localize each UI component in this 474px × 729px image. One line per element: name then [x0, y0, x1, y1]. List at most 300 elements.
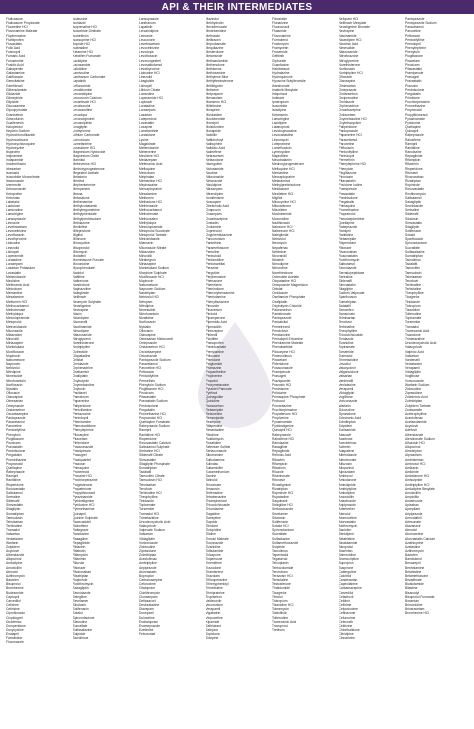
- api-list-item: Cetirizine: [6, 607, 20, 612]
- api-list-item: Theophylline: [405, 291, 424, 296]
- api-list-item: Octreotide Acetate: [272, 274, 300, 279]
- api-list-item: Nevirapine: [338, 29, 355, 34]
- api-list-item: Tranexamic Acid: [272, 619, 297, 624]
- api-list-item: Repaglinide: [405, 154, 423, 159]
- api-list-item: Prazosin HCl: [272, 382, 292, 387]
- api-list-item: Ceftriaxone: [338, 611, 356, 616]
- api-list-item: Levofloxacin: [6, 233, 25, 238]
- api-list-item: Tapentadol: [272, 553, 289, 558]
- api-list-item: Pioglitazone: [6, 436, 24, 441]
- api-list-item: Acyclovir: [6, 549, 20, 553]
- api-list-item: Ondansetron: [6, 407, 26, 412]
- api-list-item: Pravastatin: [405, 79, 422, 84]
- api-list-item: Zaleplon: [205, 627, 219, 632]
- api-list-item: Paclitaxel: [72, 391, 87, 396]
- api-list-item: Tamoxifen: [405, 266, 421, 271]
- api-list-item: Moclobemide: [272, 212, 292, 217]
- api-list-item: Pitavastatin: [405, 66, 423, 71]
- api-list-item: Piroxicam: [338, 174, 353, 179]
- api-list-item: Carbamazepine: [338, 586, 362, 591]
- api-list-item: Lorazepam: [6, 262, 23, 267]
- api-list-item: Rebamipide: [205, 407, 224, 412]
- api-list-item: Palonosetron: [272, 307, 292, 312]
- api-list-item: Methylene Blue: [205, 75, 229, 80]
- api-list-item: Terbutaline: [405, 287, 422, 292]
- api-list-item: Naftidrofuryl: [205, 137, 224, 142]
- api-list-item: Nebracetam: [205, 154, 224, 159]
- api-list-item: Phenelzine: [205, 283, 222, 287]
- api-list-item: Terbinafine: [338, 324, 355, 329]
- api-list-item: Rabeprazole: [405, 133, 424, 138]
- api-list-item: Pindolol: [205, 312, 218, 317]
- api-list-item: Tizanidine: [338, 341, 354, 346]
- api-list-item: Phenylephrine: [72, 428, 94, 433]
- api-list-item: Deflazacort: [139, 598, 156, 603]
- api-list-item: Neostigmine: [72, 303, 91, 308]
- api-list-item: Isoleucine: [72, 17, 88, 21]
- api-list-item: Letrozole: [6, 220, 20, 225]
- api-list-item: Pantethine: [205, 241, 222, 246]
- api-list-item: Trazodone: [205, 565, 222, 570]
- api-list-item: Hydroxychloroquine: [6, 141, 36, 146]
- api-list-item: Propiverine: [205, 374, 223, 379]
- api-list-item: Torsemide: [405, 320, 421, 325]
- api-list-item: Clarithromycin: [139, 590, 161, 595]
- api-list-item: Spironolactone: [272, 528, 294, 533]
- api-list-item: Orlistat: [272, 287, 283, 292]
- api-list-item: Sevelamer: [272, 511, 288, 516]
- api-list-item: Ropinirole: [405, 183, 420, 188]
- api-list-item: Mirtazapine: [139, 262, 157, 267]
- api-list-item: Frusemide: [272, 50, 288, 55]
- api-list-item: Ticlopidine: [205, 528, 222, 533]
- api-list-item: Bromhexine: [6, 586, 24, 591]
- api-list-item: Tacrolimus: [72, 636, 89, 641]
- api-list-item: Phenylephrine: [405, 46, 427, 51]
- api-list-item: Valproic Acid: [405, 349, 424, 354]
- api-list-item: Zafirlukast: [205, 623, 221, 628]
- api-list-item: Terbinafine: [6, 524, 23, 529]
- api-list-item: Prasugrel: [272, 374, 287, 379]
- api-list-item: Salbutamol: [6, 490, 23, 495]
- api-list-item: Levonorgestrel: [72, 116, 95, 121]
- api-list-item: Orlistat: [72, 357, 83, 362]
- api-list-item: Diclofenac: [6, 619, 22, 624]
- api-list-item: Bromhexine HCl: [405, 611, 430, 616]
- api-list-item: Tianeptine: [205, 515, 221, 520]
- api-list-item: Alprazolam: [405, 453, 422, 458]
- api-column-2: [73, 17, 136, 725]
- api-list-item: Piroxicam: [405, 62, 420, 67]
- api-list-item: Saxagliptin: [405, 199, 422, 204]
- api-list-item: Propiverine: [272, 416, 289, 420]
- api-list-item: Oxiconazole: [139, 353, 158, 358]
- api-list-item: Fusidic Acid: [6, 62, 24, 67]
- api-list-item: Reserpine: [205, 420, 221, 425]
- api-list-item: Octreotide: [72, 349, 88, 354]
- api-list-item: Phenobarbital: [272, 345, 293, 350]
- api-list-item: Olanzapine: [139, 332, 156, 337]
- api-list-item: Lapatinib: [72, 79, 86, 84]
- api-list-item: Oseltamivir: [72, 370, 89, 375]
- api-list-item: Nicergoline: [205, 162, 222, 167]
- api-list-item: Moxonidine: [272, 216, 289, 221]
- api-list-item: Leflunomide: [72, 83, 91, 88]
- api-list-item: Sulpiride: [72, 632, 86, 637]
- api-list-item: Lurasidone HCl: [72, 145, 96, 150]
- api-list-item: Raloxifene HCl: [272, 436, 294, 441]
- api-list-item: Mephentermine: [72, 183, 96, 188]
- api-list-item: Anastrozole: [405, 499, 423, 504]
- api-list-item: Primaquine Phosphate: [272, 395, 306, 400]
- api-list-item: Brivaracetam: [405, 607, 425, 612]
- api-list-item: Reboxetine: [205, 411, 223, 416]
- api-list-item: Carvedilol: [338, 590, 354, 595]
- api-list-item: Nitrendipine: [205, 191, 224, 196]
- api-list-item: Papaverine: [72, 399, 90, 404]
- api-list-item: Levobupivacaine: [272, 129, 297, 134]
- api-list-item: Paroxetine: [6, 424, 22, 429]
- api-list-item: Propylthiouracil: [72, 490, 96, 495]
- api-list-item: Orphenadrine: [72, 366, 93, 371]
- api-list-item: Glipizide: [6, 100, 19, 105]
- api-list-item: Atenolol: [405, 528, 417, 533]
- api-list-item: Ketotifen Fumarate: [72, 54, 101, 59]
- api-list-item: Midazolam: [6, 332, 22, 337]
- api-list-item: Menthol: [72, 179, 85, 184]
- api-list-item: Naphazoline: [72, 287, 91, 292]
- api-list-item: Prilocaine: [205, 353, 220, 358]
- api-list-item: Sparfloxacin: [405, 237, 424, 242]
- api-list-item: Phenobarbitone: [72, 424, 96, 429]
- api-list-item: Sucralfate: [405, 245, 420, 250]
- api-list-item: Amikacin: [405, 465, 419, 470]
- api-list-item: Nitroxoline: [272, 266, 288, 271]
- api-list-item: Nabumetone: [6, 357, 25, 362]
- api-list-item: Imiquimod: [272, 91, 288, 96]
- api-list-item: Sertaconazole: [272, 507, 294, 512]
- api-list-item: Nizatidine: [139, 316, 154, 321]
- api-list-item: Mycophenolate: [72, 266, 95, 271]
- api-list-item: Gefitinib: [272, 54, 285, 59]
- api-list-item: Lovastatin: [139, 120, 155, 125]
- api-list-item: Tizanidine: [405, 307, 420, 312]
- api-list-item: Atazanavir: [405, 524, 421, 529]
- api-list-item: Pregabalin: [139, 407, 155, 412]
- api-list-item: Mefloquine HCl: [272, 166, 295, 171]
- api-list-item: Levetiracetam: [139, 41, 160, 46]
- api-list-item: Pentoxifylline: [405, 37, 425, 42]
- api-list-item: Permethrin: [338, 158, 355, 163]
- api-list-item: Levodopa: [139, 50, 154, 55]
- api-list-item: Levothyroxine: [139, 66, 160, 71]
- api-list-item: Hyoscine Butylbromide: [272, 79, 306, 84]
- api-list-item: Fumaric Acid: [6, 54, 26, 59]
- api-list-item: Valsartan: [338, 374, 353, 379]
- api-list-item: Talinolol: [205, 478, 218, 483]
- api-list-item: Nadolol: [72, 270, 84, 275]
- api-list-item: Tadalafil: [139, 470, 152, 475]
- api-list-item: Methazolamide: [205, 58, 228, 63]
- api-list-item: Ramosetron: [205, 403, 224, 408]
- api-list-item: Rivaroxaban: [338, 249, 358, 254]
- api-list-item: Medroxyprogesterone: [72, 166, 105, 171]
- api-list-item: Fosinopril: [6, 50, 21, 55]
- api-list-item: Moexipril: [205, 120, 219, 125]
- api-list-item: Sitagliptin: [6, 507, 21, 512]
- api-list-item: Atenolol: [6, 569, 18, 574]
- api-list-item: Noscapine: [205, 199, 222, 204]
- api-list-item: Ramipril: [405, 141, 418, 146]
- api-list-item: Itraconazole: [6, 179, 24, 184]
- api-list-item: Benfotiamine: [405, 565, 425, 570]
- api-list-item: Norethindrone: [272, 270, 293, 275]
- api-list-item: Lidocaine HCl: [139, 71, 160, 76]
- api-list-item: Losartan Potassium: [6, 266, 36, 271]
- api-list-item: Nystatin: [139, 324, 151, 329]
- api-list-item: Mepivacaine: [139, 183, 158, 188]
- api-list-item: Propafenone HCl: [272, 411, 298, 416]
- api-list-item: Isosorbide: [272, 104, 288, 109]
- api-list-item: Nicotinamide: [72, 324, 92, 329]
- api-list-item: Tizanidine: [205, 544, 221, 549]
- api-list-item: Pyrantel Pamoate: [205, 386, 232, 391]
- api-list-item: Vildagliptin: [405, 370, 421, 375]
- api-list-item: Norfloxacin: [139, 320, 156, 325]
- api-list-item: Tranexamic Acid: [405, 328, 430, 333]
- api-list-item: Ursodiol: [338, 361, 351, 366]
- api-list-item: Remoxipride: [205, 416, 225, 420]
- api-list-item: Triazolam: [205, 573, 220, 578]
- api-list-item: Neostigmine Bromide: [338, 25, 371, 30]
- api-list-item: Meropenem: [72, 187, 91, 192]
- api-list-item: Propranolol: [338, 212, 356, 217]
- api-list-item: Primidone: [205, 357, 221, 362]
- api-list-item: Pioglitazone: [338, 170, 357, 175]
- api-list-item: Metaxalone: [72, 195, 90, 200]
- api-list-item: Permethrin: [139, 378, 156, 383]
- api-list-item: Memantine HCl: [139, 179, 162, 184]
- api-list-item: Sulbutiamine: [205, 457, 225, 462]
- api-list-item: Warfarin: [338, 403, 351, 408]
- api-list-item: Naloxone HCl: [272, 224, 293, 229]
- api-list-item: Perphenazine: [205, 274, 226, 279]
- api-list-item: Amitriptyline: [139, 561, 157, 566]
- api-list-item: Rifaximin: [272, 465, 286, 470]
- api-list-item: Lincomycin: [272, 137, 289, 142]
- api-list-item: Trifluoperazine: [205, 578, 228, 583]
- api-list-item: Primaquine: [72, 465, 90, 470]
- api-list-item: Melphalan: [139, 174, 155, 179]
- api-list-item: Mefloquine: [139, 166, 156, 171]
- api-list-item: Tramadol HCl: [139, 511, 160, 516]
- api-list-item: Albendazole: [6, 553, 25, 558]
- api-list-item: Sitagliptin: [405, 224, 420, 229]
- api-list-item: Isosorbide Dinitrate: [72, 29, 101, 34]
- api-list-item: Mizoribine: [272, 208, 288, 213]
- api-list-item: Nateglinide: [72, 291, 89, 296]
- api-list-item: Mupirocin: [139, 278, 154, 283]
- api-list-item: Pefloxacin: [338, 145, 354, 150]
- api-list-item: Methoxamine: [205, 71, 226, 76]
- api-list-item: Nitazoxanide: [338, 50, 358, 55]
- api-list-item: Oxytocin: [72, 386, 86, 391]
- api-list-item: Ketorolac: [6, 195, 20, 200]
- api-list-item: Melitracen: [205, 37, 221, 42]
- api-list-item: Mometasone Furoate: [72, 258, 104, 263]
- api-list-item: Oxymetazoline HCl: [338, 116, 367, 121]
- api-list-item: Sertraline: [6, 494, 21, 499]
- api-list-item: Riluzole: [272, 470, 284, 475]
- api-list-item: Acyclovir: [405, 424, 419, 429]
- api-list-item: Ketoprofen: [6, 191, 23, 196]
- api-list-item: Linagliptin: [72, 125, 88, 130]
- api-list-item: Zolmitriptan: [338, 420, 356, 425]
- api-list-item: Ritonavir: [405, 170, 419, 175]
- api-list-item: Glibenclamide: [6, 87, 27, 92]
- api-list-item: Lomefloxacin: [272, 145, 292, 150]
- api-list-item: Pranoprofen: [205, 341, 224, 346]
- api-list-item: Valacyclovir: [405, 345, 423, 350]
- api-list-item: Olmesartan: [338, 83, 356, 88]
- api-list-item: Oxiracetam: [338, 112, 356, 117]
- api-list-item: Neomycin: [272, 241, 287, 246]
- api-list-item: Loratadine: [6, 258, 22, 263]
- api-list-item: Xipamide: [205, 619, 220, 624]
- api-list-item: Moxifloxacin HCl: [139, 274, 164, 279]
- api-list-item: Haloperidol: [6, 125, 23, 130]
- api-list-item: Norfloxacin: [338, 66, 355, 71]
- api-list-item: Valganciclovir: [338, 370, 359, 375]
- api-list-item: Rosuvastatin: [338, 253, 358, 258]
- api-list-item: Rifaximin: [405, 162, 419, 167]
- api-list-item: Lansoprazole: [6, 216, 26, 221]
- api-list-item: Acebrophylline: [405, 411, 427, 416]
- api-list-item: Theophylline: [338, 328, 358, 333]
- api-list-item: Ziprasidone: [139, 549, 157, 553]
- api-list-item: Thiamphenicol: [205, 499, 227, 504]
- api-list-item: Mannitol: [72, 158, 85, 163]
- api-list-item: Methyltestosterone: [205, 79, 234, 84]
- api-list-item: Secnidazole: [338, 266, 357, 271]
- api-list-item: Gatifloxacin: [6, 75, 24, 80]
- api-list-item: Sitagliptin: [338, 287, 353, 292]
- api-list-item: Timolol Maleate: [205, 536, 229, 541]
- api-list-item: Sucralfate: [272, 532, 287, 537]
- page-title: API & THEIR INTERMEDIATES: [161, 1, 313, 13]
- api-list-item: Suxamethonium: [205, 470, 230, 475]
- api-list-item: Nortriptyline HCl: [338, 71, 363, 76]
- api-list-item: Hydroquinone: [272, 75, 293, 80]
- api-list-item: Olopatadine: [72, 353, 91, 358]
- api-list-item: Molsidomine: [205, 125, 225, 130]
- api-list-item: Levosalbutamol: [139, 62, 163, 67]
- api-list-item: Pyrazinamide: [72, 494, 93, 499]
- api-list-item: Lacidipine: [72, 58, 88, 63]
- api-list-item: Ciprofloxacin: [6, 611, 26, 616]
- api-list-item: Loperamide HCl: [139, 95, 163, 100]
- api-list-item: Levocabastine: [272, 133, 294, 138]
- api-list-item: Trimetazidine: [405, 337, 425, 342]
- api-list-item: Ropinirole HCl: [272, 490, 294, 495]
- api-list-item: Thioridazine: [205, 507, 224, 512]
- api-list-item: Amlodipine: [338, 490, 355, 495]
- api-list-item: Pheniramine: [72, 420, 92, 425]
- api-column-4: [206, 17, 269, 725]
- api-list-item: Norethisterone: [338, 62, 361, 67]
- api-list-item: Repaglinide: [72, 540, 90, 545]
- api-list-item: Timolol: [272, 594, 283, 599]
- api-list-item: Rasagiline: [272, 445, 288, 450]
- api-list-item: Lisinopril: [139, 83, 153, 88]
- api-list-item: Rosuvastatin: [6, 486, 26, 491]
- api-list-item: Citalopram: [139, 586, 155, 591]
- api-list-item: Ticagrelor: [272, 590, 287, 595]
- api-list-item: Rosuvastatin: [405, 187, 425, 192]
- api-list-item: Penbutolol: [205, 253, 222, 258]
- api-list-item: Loperamide: [6, 253, 24, 258]
- api-list-item: Mesalamine: [6, 295, 24, 300]
- api-list-item: Rimantadine: [205, 428, 225, 433]
- api-list-item: Lofepramine: [272, 141, 291, 146]
- api-list-item: Tamsulosin: [405, 270, 422, 275]
- api-list-item: Zopiclone: [205, 632, 220, 637]
- api-list-item: Hydrocortisone: [6, 137, 29, 142]
- api-list-item: Tramadol: [405, 324, 419, 329]
- api-list-item: Nifuroxazide: [205, 174, 224, 179]
- api-list-item: Ramipril: [139, 428, 152, 433]
- api-list-item: Brimonidine: [338, 553, 356, 558]
- api-list-item: Phenylephrine HCl: [338, 162, 366, 167]
- api-list-item: Alfuzosin HCl: [405, 440, 425, 445]
- api-list-item: Cefdinir: [338, 598, 350, 603]
- api-list-item: Levonorgestrel: [139, 58, 161, 63]
- api-list-item: Bisoprolol: [338, 544, 353, 549]
- api-list-item: Fosfomycin: [272, 41, 289, 46]
- api-list-item: Penicillamine: [72, 407, 92, 412]
- api-list-item: Sildenafil: [6, 499, 20, 504]
- api-list-item: Minoxidil: [6, 337, 19, 342]
- api-list-item: Fluvoxamine Maleate: [6, 29, 38, 34]
- api-list-item: Vigabatrin: [205, 611, 221, 616]
- api-list-item: Atorvastatin: [338, 519, 356, 524]
- api-list-item: Ketoconazole: [6, 187, 26, 192]
- api-list-item: Bezafibrate: [405, 578, 422, 583]
- api-column-5: [272, 17, 335, 725]
- api-list-item: Domperidone: [6, 623, 26, 628]
- api-list-item: Carvedilol: [6, 598, 21, 603]
- api-list-item: Montelukast: [6, 345, 24, 350]
- api-list-item: Rebamipide: [338, 237, 357, 242]
- api-list-item: Tenoxicam: [272, 569, 288, 574]
- api-list-item: Gliclazide: [6, 91, 21, 96]
- api-list-item: Toremifene: [205, 561, 222, 566]
- api-list-item: Olanzapine: [6, 395, 23, 400]
- api-list-item: Cabergoline: [338, 569, 357, 574]
- api-list-item: Indinavir: [272, 95, 285, 100]
- api-list-item: Cefadroxil: [338, 594, 354, 599]
- api-list-item: Tegaserod: [272, 557, 288, 562]
- api-list-item: Mianserin: [139, 241, 154, 246]
- api-list-item: Paliperidone: [72, 403, 91, 408]
- api-list-item: Amiodarone: [338, 478, 357, 483]
- api-list-item: Pemetrexed: [272, 324, 290, 329]
- api-list-item: Febuxostat: [139, 632, 156, 637]
- api-list-item: Lenalidomide: [72, 87, 93, 92]
- api-list-item: Enalapril: [6, 632, 19, 637]
- api-list-item: Midazolam: [139, 249, 155, 254]
- api-list-item: Prednisone: [272, 386, 289, 391]
